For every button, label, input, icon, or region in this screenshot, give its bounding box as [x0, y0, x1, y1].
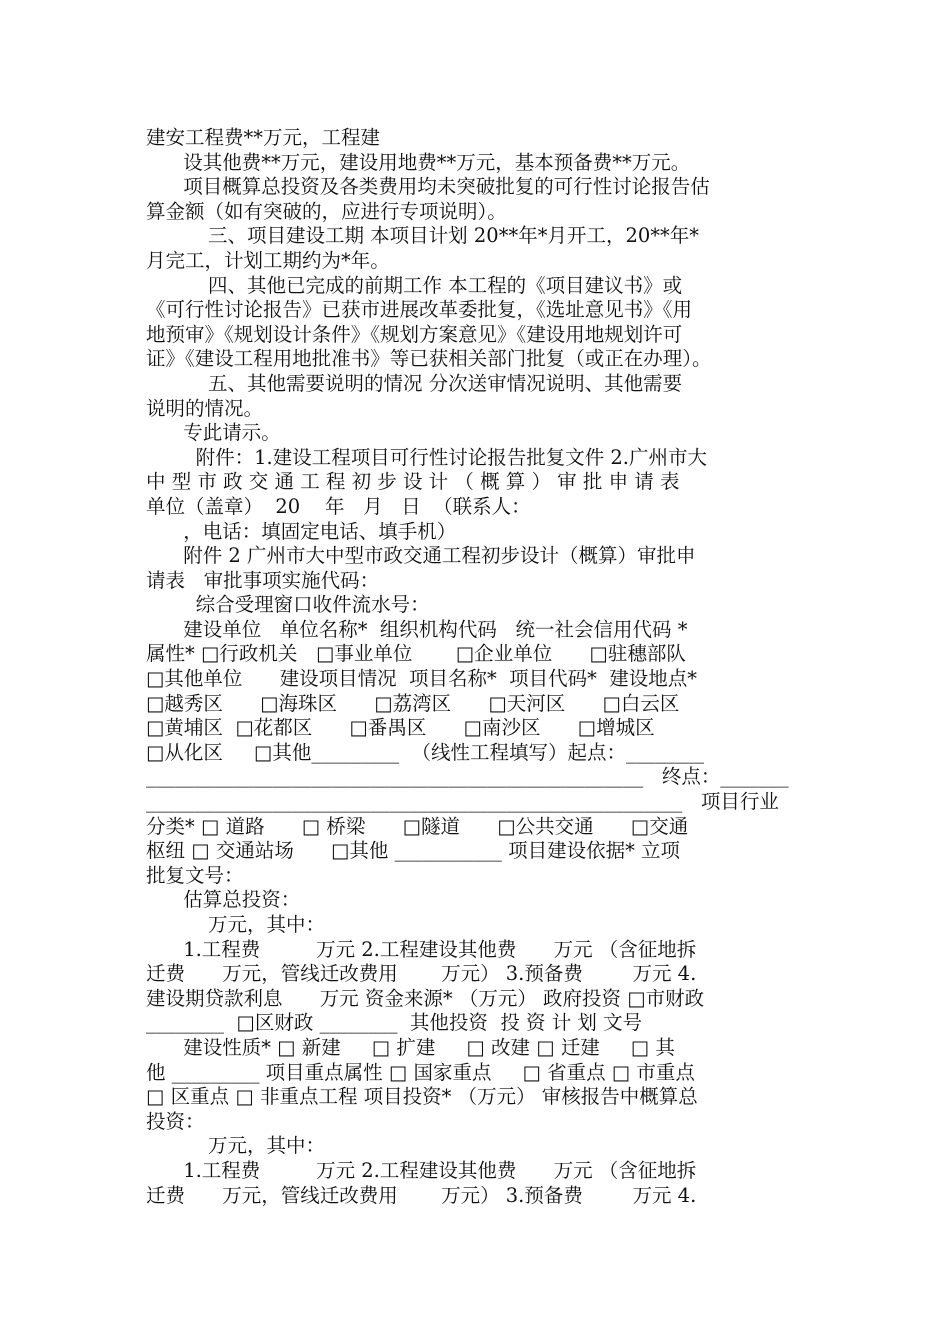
document-line: 建设性质* □ 新建 □ 扩建 □ 改建 □ 迁建 □ 其	[146, 1035, 675, 1059]
document-line: ________ □区财政 ________ 其他投资 投 资 计 划 文号	[146, 1011, 643, 1035]
document-line: 三、项目建设工期 本项目计划 20**年*月开工，20**年*	[146, 224, 700, 248]
document-line: 迁费 万元，管线迁改费用 万元） 3.预备费 万元 4.	[146, 1183, 697, 1207]
document-line: 设其他费**万元，建设用地费**万元，基本预备费**万元。	[146, 150, 691, 174]
document-body	[146, 126, 808, 1208]
document-line: 估算总投资：	[146, 888, 301, 912]
document-line: 附件：1.建设工程项目可行性讨论报告批复文件 2.广州市大	[146, 445, 707, 469]
document-line: 四、其他已完成的前期工作 本工程的《项目建议书》或	[146, 273, 683, 297]
document-line: _______________________________________________________ 项目行业	[146, 790, 779, 814]
document-line: 说明的情况。	[146, 396, 264, 420]
document-line: 建设单位 单位名称* 组织机构代码 统一社会信用代码 *	[146, 617, 688, 641]
document-line: 1.工程费 万元 2.工程建设其他费 万元 （含征地拆	[146, 1158, 697, 1182]
document-line: 《可行性讨论报告》已获市进展改革委批复，《选址意见书》《用	[146, 298, 693, 322]
document-line: 中 型 市 政 交 通 工 程 初 步 设 计 （ 概 算 ） 审 批 申 请 表	[146, 470, 680, 494]
document-line: 附件 2 广州市大中型市政交通工程初步设计（概算）审批申	[146, 544, 696, 568]
document-line: 算金额（如有突破的，应进行专项说明）。	[146, 199, 507, 223]
document-line: 属性* □行政机关 □事业单位 □企业单位 □驻穗部队	[146, 642, 686, 666]
document-line: 项目概算总投资及各类费用均未突破批复的可行性讨论报告估	[146, 175, 710, 199]
document-line: 1.工程费 万元 2.工程建设其他费 万元 （含征地拆	[146, 937, 697, 961]
document-line: 五、其他需要说明的情况 分次送审情况说明、其他需要	[146, 371, 683, 395]
document-line: 专此请示。	[146, 421, 281, 445]
document-line: 综合受理窗口收件流水号：	[146, 593, 430, 617]
document-line: 枢纽 □ 交通站场 □其他 ___________ 项目建设依据* 立项	[146, 839, 681, 863]
document-line: 迁费 万元，管线迁改费用 万元） 3.预备费 万元 4.	[146, 962, 697, 986]
document-line: 建设期贷款利息 万元 资金来源* （万元） 政府投资 □市财政	[146, 986, 705, 1010]
document-line: □越秀区 □海珠区 □荔湾区 □天河区 □白云区	[146, 691, 680, 715]
document-line: 万元，其中：	[146, 913, 325, 936]
document-line: 单位（盖章） 20 年 月 日 （联系人：	[146, 494, 531, 518]
document-line: 证》《建设工程用地批准书》等已获相关部门批复（或正在办理）。	[146, 347, 712, 371]
document-line: 万元，其中：	[146, 1134, 325, 1158]
document-line: ，电话：填固定电话、填手机）	[146, 519, 457, 543]
document-line: 投资：	[146, 1109, 205, 1133]
document-line: 他 _________ 项目重点属性 □ 国家重点 □ 省重点 □ 市重点	[146, 1060, 695, 1084]
document-line: □ 区重点 □ 非重点工程 项目投资* （万元） 审核报告中概算总	[146, 1085, 698, 1109]
document-line: □从化区 □其他_________ （线性工程填写）起点：________	[146, 740, 704, 764]
document-line: □其他单位 建设项目情况 项目名称* 项目代码* 建设地点*	[146, 667, 698, 691]
document-line: 建安工程费**万元，工程建	[146, 126, 381, 149]
document-line: 地预审》《规划设计条件》《规划方案意见》《建设用地规划许可	[146, 322, 683, 346]
document-line: 请表 审批事项实施代码：	[146, 568, 380, 592]
document-line: ___________________________________________________ 终点：_______	[146, 765, 789, 789]
document-line: 批复文号：	[146, 863, 244, 887]
document-line: 月完工，计划工期约为*年。	[146, 248, 390, 272]
document-line: 分类* □ 道路 □ 桥梁 □隧道 □公共交通 □交通	[146, 814, 689, 838]
document-line: □黄埔区 □花都区 □番禺区 □南沙区 □增城区	[146, 716, 655, 740]
